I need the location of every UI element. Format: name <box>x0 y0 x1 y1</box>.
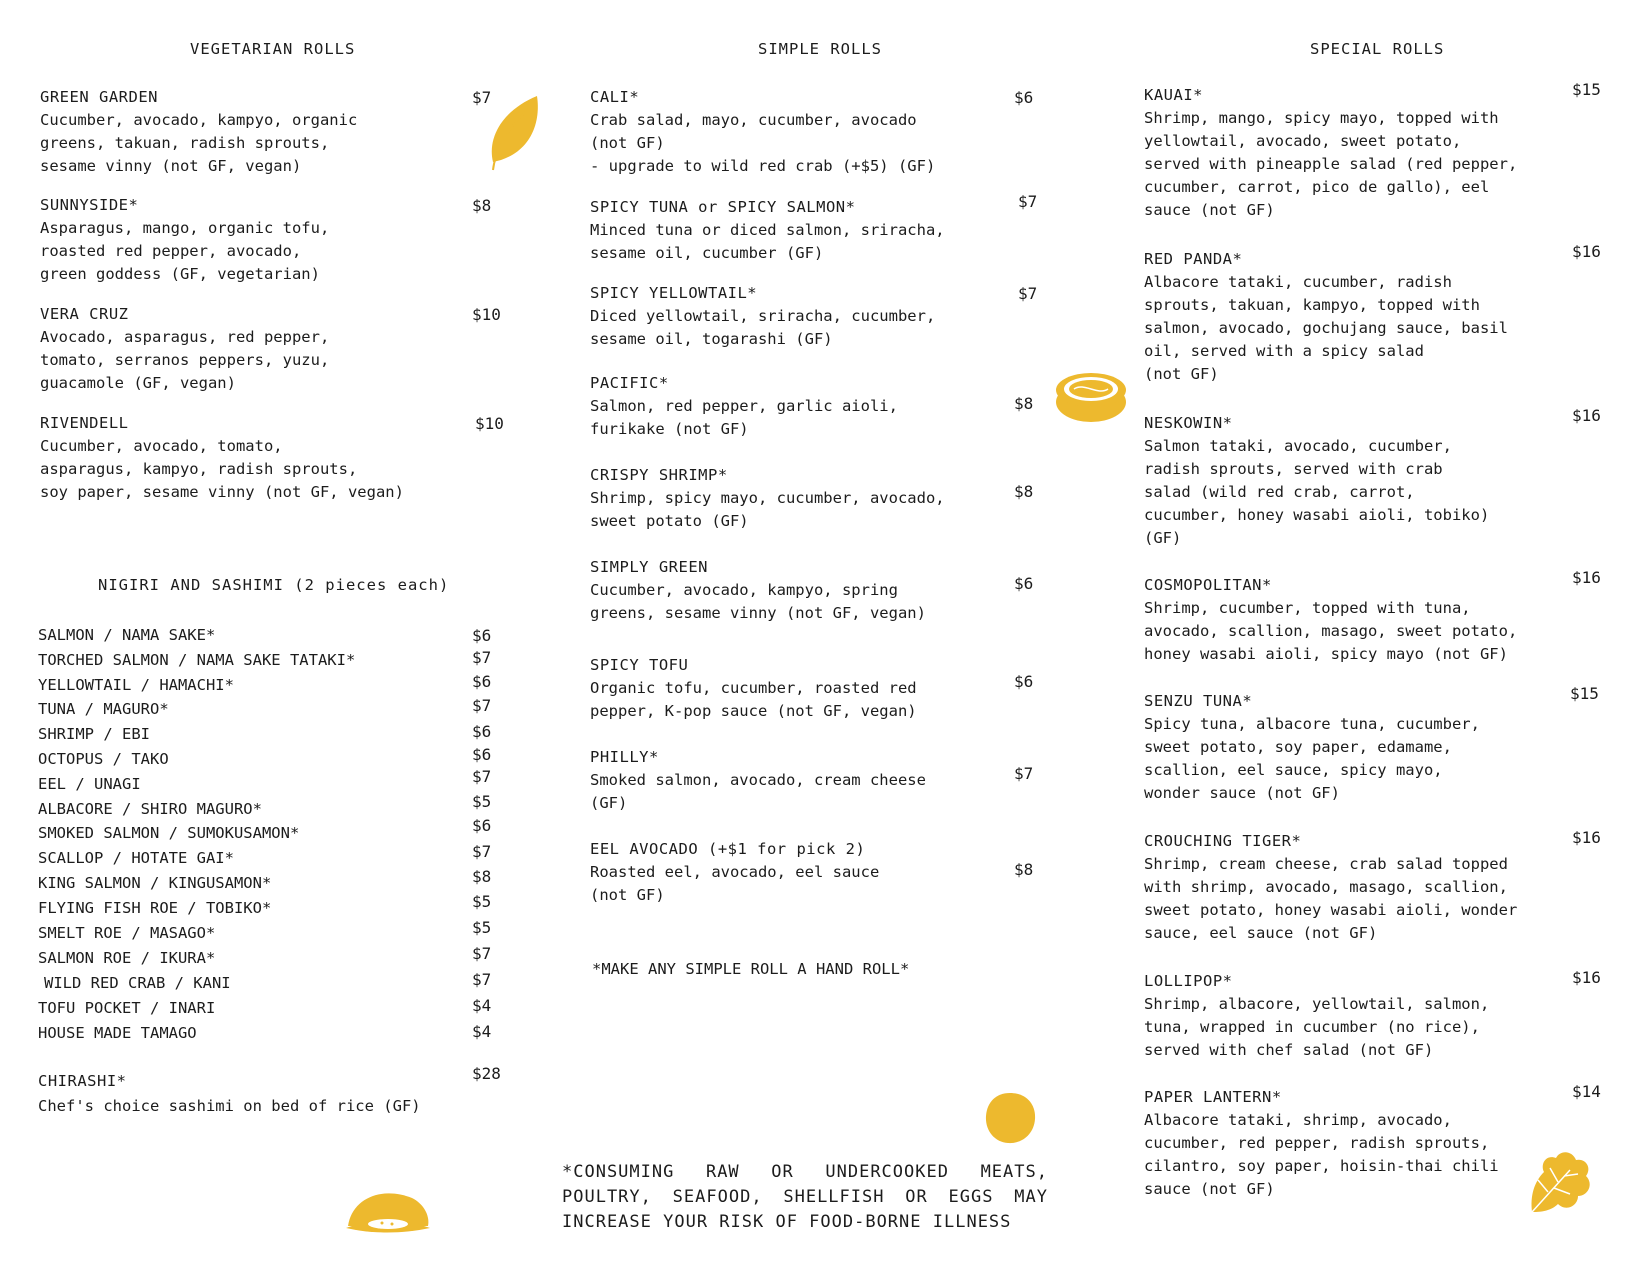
item-name: SIMPLY GREEN <box>590 558 708 576</box>
food-safety-warning: *CONSUMING RAW OR UNDERCOOKED MEATS, POULTRY, SEAFOOD, SHELLFISH OR EGGS MAY INCREASE YOUR RISK OF FOOD-BORNE ILLNESS <box>562 1162 1048 1232</box>
list-item: HOUSE MADE TAMAGO <box>38 1024 197 1042</box>
menu-item-green-garden <box>40 86 500 178</box>
item-description: Minced tuna or diced salmon, sriracha, sesame oil, cucumber (GF) <box>590 221 945 262</box>
item-price: $6 <box>1014 88 1034 107</box>
item-price: $28 <box>472 1064 501 1083</box>
item-description: Smoked salmon, avocado, cream cheese (GF) <box>590 771 926 812</box>
menu-item-spicy-tofu <box>590 654 1040 723</box>
item-description: Avocado, asparagus, red pepper, tomato, serranos peppers, yuzu, guacamole (GF, vegan) <box>40 328 330 392</box>
item-price: $8 <box>472 196 492 215</box>
item-name: RED PANDA* <box>1144 250 1243 268</box>
item-price: $7 <box>1018 284 1038 303</box>
item-price: $15 <box>1570 684 1599 703</box>
menu-item-cali <box>590 86 1040 178</box>
list-item-price: $7 <box>472 696 492 715</box>
item-name: NESKOWIN* <box>1144 414 1233 432</box>
item-description: Diced yellowtail, sriracha, cucumber, sesame oil, togarashi (GF) <box>590 307 936 348</box>
item-name: PHILLY* <box>590 748 659 766</box>
item-name: PAPER LANTERN* <box>1144 1088 1282 1106</box>
menu-item-vera-cruz <box>40 303 500 395</box>
item-description: Shrimp, cream cheese, crab salad topped with shrimp, avocado, masago, scallion, sweet potato, honey wasabi aioli, wonder sauce, eel sauce (not GF) <box>1144 855 1518 942</box>
list-item-price: $6 <box>472 626 492 645</box>
shiso-leaf-icon <box>1524 1146 1596 1218</box>
menu-item-rivendell <box>40 412 504 504</box>
simple-rolls-title: SIMPLE ROLLS <box>758 40 882 58</box>
item-name: EEL AVOCADO (+$1 for pick 2) <box>590 840 866 858</box>
list-item-price: $6 <box>472 816 492 835</box>
menu-item-sunnyside <box>40 194 500 286</box>
list-item: YELLOWTAIL / HAMACHI* <box>38 676 234 694</box>
item-name: VERA CRUZ <box>40 305 129 323</box>
sushi-roll-icon <box>1054 370 1128 424</box>
list-item: TUNA / MAGURO* <box>38 700 169 718</box>
menu-item-spicy-tuna <box>590 192 1040 265</box>
item-name: SPICY TOFU <box>590 656 689 674</box>
item-price: $8 <box>1014 394 1034 413</box>
item-description: Shrimp, albacore, yellowtail, salmon, tuna, wrapped in cucumber (no rice), served with chef salad (not GF) <box>1144 995 1490 1059</box>
hand-roll-note: *MAKE ANY SIMPLE ROLL A HAND ROLL* <box>592 960 910 978</box>
special-rolls-title: SPECIAL ROLLS <box>1310 40 1445 58</box>
list-item: FLYING FISH ROE / TOBIKO* <box>38 899 272 917</box>
menu-item-senzu-tuna <box>1144 684 1614 805</box>
item-price: $8 <box>1014 482 1034 501</box>
item-name: PACIFIC* <box>590 374 669 392</box>
list-item: SMOKED SALMON / SUMOKUSAMON* <box>38 824 300 842</box>
menu-item-philly <box>590 746 1040 815</box>
list-item-price: $6 <box>472 722 492 741</box>
list-item: SHRIMP / EBI <box>38 725 150 743</box>
list-item: EEL / UNAGI <box>38 775 141 793</box>
menu-item-eel-avocado <box>590 838 1040 907</box>
nigiri-icon <box>342 1188 434 1234</box>
list-item-price: $5 <box>472 918 492 937</box>
list-item-price: $4 <box>472 996 492 1015</box>
list-item: TOFU POCKET / INARI <box>38 999 216 1017</box>
item-price: $14 <box>1572 1082 1601 1101</box>
item-name: KAUAI* <box>1144 86 1203 104</box>
list-item-price: $7 <box>472 944 492 963</box>
item-description: Cucumber, avocado, kampyo, spring greens, sesame vinny (not GF, vegan) <box>590 581 926 622</box>
menu-item-cosmopolitan <box>1144 568 1614 666</box>
item-description: Cucumber, avocado, tomato, asparagus, kampyo, radish sprouts, soy paper, sesame vinny (not GF, vegan) <box>40 437 404 501</box>
item-description: Shrimp, spicy mayo, cucumber, avocado, sweet potato (GF) <box>590 489 945 530</box>
menu-item-crouching-tiger <box>1144 830 1614 945</box>
list-item: KING SALMON / KINGUSAMON* <box>38 874 272 892</box>
item-price: $15 <box>1572 80 1601 99</box>
item-name: CALI* <box>590 88 640 106</box>
item-name: SUNNYSIDE* <box>40 196 139 214</box>
nigiri-sashimi-title: NIGIRI AND SASHIMI (2 pieces each) <box>98 576 450 594</box>
item-price: $10 <box>472 305 501 324</box>
item-name: GREEN GARDEN <box>40 88 158 106</box>
item-name: CRISPY SHRIMP* <box>590 466 728 484</box>
menu-item-simply-green <box>590 556 1040 625</box>
menu-item-pacific <box>590 372 1040 441</box>
item-name: SPICY TUNA or SPICY SALMON* <box>590 198 856 216</box>
item-price: $16 <box>1572 968 1601 987</box>
list-item-price: $6 <box>472 672 492 691</box>
item-description: Roasted eel, avocado, eel sauce (not GF) <box>590 863 880 904</box>
item-price: $6 <box>1014 574 1034 593</box>
item-description: Albacore tataki, shrimp, avocado, cucumber, red pepper, radish sprouts, cilantro, soy paper, hoisin-thai chili sauce (not GF) <box>1144 1111 1499 1198</box>
item-price: $16 <box>1572 242 1601 261</box>
list-item-price: $6 <box>472 745 492 764</box>
list-item-price: $7 <box>472 970 492 989</box>
vegetarian-rolls-title: VEGETARIAN ROLLS <box>190 40 356 58</box>
menu-item-red-panda <box>1144 242 1614 386</box>
list-item: SALMON / NAMA SAKE* <box>38 626 216 644</box>
list-item: SCALLOP / HOTATE GAI* <box>38 849 234 867</box>
item-description: Salmon, red pepper, garlic aioli, furikake (not GF) <box>590 397 898 438</box>
sesame-dot-icon <box>982 1090 1038 1146</box>
item-description: Shrimp, mango, spicy mayo, topped with yellowtail, avocado, sweet potato, served with pineapple salad (red pepper, cucumber, carrot, pico de gallo), eel sauce (not GF) <box>1144 109 1518 219</box>
item-price: $16 <box>1572 568 1601 587</box>
item-name: SPICY YELLOWTAIL* <box>590 284 758 302</box>
item-description: Albacore tataki, cucumber, radish sprouts, takuan, kampyo, topped with salmon, avocado, gochujang sauce, basil oil, served with a spicy salad (not GF) <box>1144 273 1508 383</box>
item-name: CROUCHING TIGER* <box>1144 832 1302 850</box>
list-item: SALMON ROE / IKURA* <box>38 949 216 967</box>
item-price: $8 <box>1014 860 1034 879</box>
item-price: $7 <box>472 88 492 107</box>
item-price: $16 <box>1572 828 1601 847</box>
item-name: RIVENDELL <box>40 414 129 432</box>
item-price: $10 <box>475 414 504 433</box>
menu-item-crispy-shrimp <box>590 464 1040 533</box>
item-price: $7 <box>1018 192 1038 211</box>
list-item: TORCHED SALMON / NAMA SAKE TATAKI* <box>38 651 356 669</box>
menu-item-kauai <box>1144 80 1614 222</box>
item-price: $6 <box>1014 672 1034 691</box>
list-item-price: $7 <box>472 842 492 861</box>
item-description: Organic tofu, cucumber, roasted red pepper, K-pop sauce (not GF, vegan) <box>590 679 917 720</box>
list-item-price: $8 <box>472 867 492 886</box>
item-name: SENZU TUNA* <box>1144 692 1253 710</box>
item-price: $7 <box>1014 764 1034 783</box>
list-item-price: $4 <box>472 1022 492 1041</box>
menu-item-spicy-yellowtail <box>590 282 1040 351</box>
item-name: CHIRASHI* <box>38 1072 127 1090</box>
item-description: Crab salad, mayo, cucumber, avocado (not GF) - upgrade to wild red crab (+$5) (GF) <box>590 111 936 175</box>
menu-item-chirashi <box>38 1064 508 1118</box>
leaf-icon <box>485 92 545 172</box>
item-name: LOLLIPOP* <box>1144 972 1233 990</box>
item-description: Salmon tataki, avocado, cucumber, radish sprouts, served with crab salad (wild red crab, carrot, cucumber, honey wasabi aioli, tobiko) (GF) <box>1144 437 1490 547</box>
item-description: Chef's choice sashimi on bed of rice (GF) <box>38 1097 421 1115</box>
menu-item-lollipop <box>1144 970 1614 1062</box>
list-item: OCTOPUS / TAKO <box>38 750 169 768</box>
list-item-price: $5 <box>472 792 492 811</box>
list-item: ALBACORE / SHIRO MAGURO* <box>38 800 262 818</box>
item-description: Cucumber, avocado, kampyo, organic greens, takuan, radish sprouts, sesame vinny (not GF, vegan) <box>40 111 358 175</box>
menu-item-neskowin <box>1144 406 1614 550</box>
list-item: SMELT ROE / MASAGO* <box>38 924 216 942</box>
item-price: $16 <box>1572 406 1601 425</box>
list-item-price: $7 <box>472 767 492 786</box>
item-description: Shrimp, cucumber, topped with tuna, avocado, scallion, masago, sweet potato, honey wasabi aioli, spicy mayo (not GF) <box>1144 599 1518 663</box>
item-description: Asparagus, mango, organic tofu, roasted red pepper, avocado, green goddess (GF, vegetarian) <box>40 219 330 283</box>
list-item: WILD RED CRAB / KANI <box>44 974 231 992</box>
list-item-price: $5 <box>472 892 492 911</box>
item-name: COSMOPOLITAN* <box>1144 576 1272 594</box>
list-item-price: $7 <box>472 648 492 667</box>
item-description: Spicy tuna, albacore tuna, cucumber, sweet potato, soy paper, edamame, scallion, eel sauce, spicy mayo, wonder sauce (not GF) <box>1144 715 1480 802</box>
